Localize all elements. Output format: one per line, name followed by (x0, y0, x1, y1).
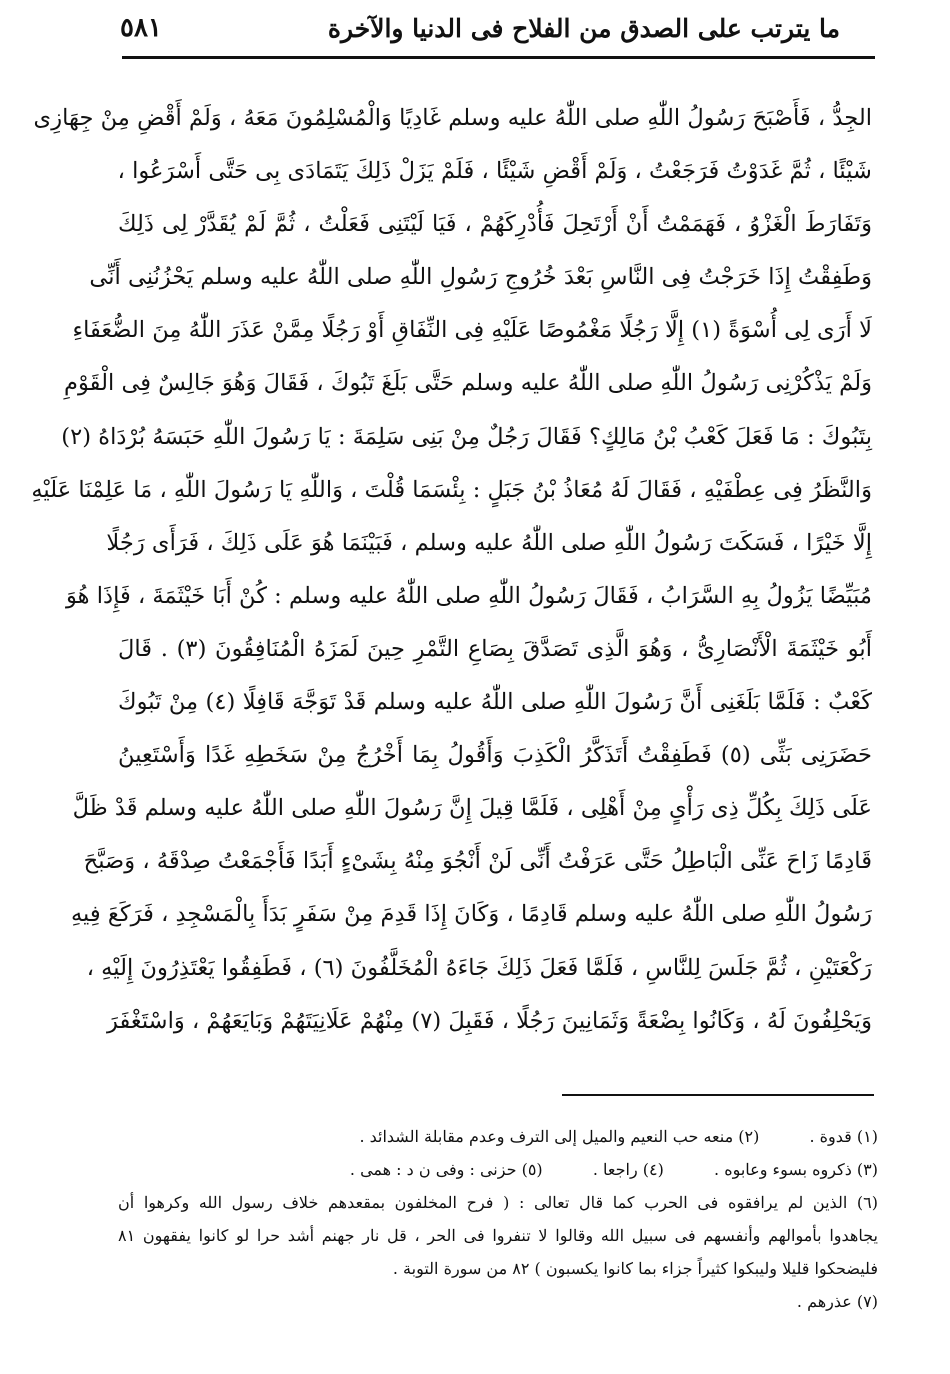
text-line: رَكْعَتَيْنِ ، ثُمَّ جَلَسَ لِلنَّاسِ ، فَلَمَّا فَعَلَ ذَلِكَ جَاءَهُ الْمُخَلَّفُونَ (٦) ، فَطَفِقُوا يَعْتَذِرُونَ إِلَيْهِ ، (86, 954, 872, 981)
footnote-row (118, 1153, 878, 1186)
text-line: عَلَى ذَلِكَ بِكُلِّ ذِى رَأْىٍ مِنْ أَهْلِى ، فَلَمَّا قِيلَ إِنَّ رَسُولَ اللّٰهِ صلى اللّٰهُ عليه وسلم قَدْ ظَلَّ (72, 795, 872, 822)
footnote-6-line: يجاهدوا بأموالهم وأنفسهم فى سبيل الله وقالوا لا تنفروا فى الحر ، قل نار جهنم أشد حرا لو كانوا يفقهون ٨١ (118, 1226, 878, 1245)
text-line: كَعْبٌ : فَلَمَّا بَلَغَنِى أَنَّ رَسُولَ اللّٰهِ صلى اللّٰهُ عليه وسلم قَدْ تَوَجَّهَ قَافِلًا (٤) مِنْ تَبُوكَ (118, 689, 872, 716)
page-header (120, 8, 840, 48)
footnote-4: (٤) راجعا . (592, 1160, 664, 1179)
footnote-1: (١) قدوة . (809, 1127, 878, 1146)
footnote-6-line: فليضحكوا قليلا وليبكوا كثيراً جزاء بما كانوا يكسبون ) ٨٢ من سورة التوبة . (392, 1259, 878, 1278)
footnote-6-line: (٦) الذين لم يرافقوه فى الحرب كما قال تعالى : ( فرح المخلفون بمقعدهم خلاف رسول الله وكرهوا أن (118, 1193, 878, 1212)
header-rule (122, 56, 875, 59)
main-text (31, 92, 873, 1048)
footnote-5: (٥) حزنى : وفى ن د : همى . (349, 1160, 543, 1179)
text-line: وَيَحْلِفُونَ لَهُ ، وَكَانُوا بِضْعَةً وَثَمَانِينَ رَجُلًا ، فَقَبِلَ (٧) مِنْهُمْ عَلَانِيَتَهُمْ وَبَايَعَهُمْ ، وَاسْتَغْفَرَ (107, 1007, 872, 1034)
text-line: لَا أَرَى لِى أُسْوَةً (١) إِلَّا رَجُلًا مَغْمُوصًا عَلَيْهِ فِى النِّفَاقِ أَوْ رَجُلًا مِمَّنْ عَذَرَ اللّٰهُ مِنَ الضُّعَفَاءِ (72, 317, 872, 344)
running-title: ما يترتب على الصدق من الفلاح فى الدنيا والآخرة (327, 13, 840, 43)
text-line: إِلَّا خَيْرًا ، فَسَكَتَ رَسُولُ اللّٰهِ صلى اللّٰهُ عليه وسلم ، فَبَيْنَمَا هُوَ عَلَى ذَلِكَ ، فَرَأَى رَجُلًا (106, 529, 872, 556)
footnotes (118, 1120, 878, 1318)
text-line: حَضَرَنِى بَثِّى (٥) فَطَفِقْتُ أَتَذَكَّرُ الْكَذِبَ وَأَقُولُ بِمَا أَخْرُجُ مِنْ سَخَطِهِ غَدًا وَأَسْتَعِينُ (118, 742, 873, 769)
footnote-2: (٢) منعه حب النعيم والميل إلى الترف وعدم مقابلة الشدائد . (359, 1127, 760, 1146)
text-line: وَتَفَارَطَ الْغَزْوُ ، فَهَمَمْتُ أَنْ أَرْتَحِلَ فَأُدْرِكَهُمْ ، فَيَا لَيْتَنِى فَعَلْتُ ، ثُمَّ لَمْ يُقَدَّرْ لِى ذَلِكَ (118, 211, 872, 238)
footnote-row (118, 1120, 878, 1153)
text-line: رَسُولُ اللّٰهِ صلى اللّٰهُ عليه وسلم قَادِمًا ، وَكَانَ إِذَا قَدِمَ مِنْ سَفَرٍ بَدَأَ بِالْمَسْجِدِ ، فَرَكَعَ فِيهِ (70, 901, 872, 928)
text-line: أَبُو خَيْثَمَةَ الْأَنْصَارِىُّ ، وَهُوَ الَّذِى تَصَدَّقَ بِصَاعِ التَّمْرِ حِينَ لَمَزَهُ الْمُنَافِقُونَ (٣) . قَالَ (118, 635, 872, 662)
text-line: بِتَبُوكَ : مَا فَعَلَ كَعْبُ بْنُ مَالِكٍ؟ فَقَالَ رَجُلٌ مِنْ بَنِى سَلِمَةَ : يَا رَسُولَ اللّٰهِ حَبَسَهُ بُرْدَاهُ (٢) (61, 423, 872, 450)
footnote-separator (562, 1094, 874, 1096)
footnote-3: (٣) ذكروه بسوء وعابوه . (714, 1160, 878, 1179)
page-number: ٥٨١ (120, 13, 162, 43)
footnote-7: (٧) عذرهم . (796, 1292, 878, 1311)
text-line: مُبَيِّضًا يَزُولُ بِهِ السَّرَابُ ، فَقَالَ رَسُولُ اللّٰهِ صلى اللّٰهُ عليه وسلم : كُنْ أَبَا خَيْثَمَةَ ، فَإِذَا هُوَ (65, 582, 872, 609)
text-line: قَادِمًا زَاحَ عَنِّى الْبَاطِلُ حَتَّى عَرَفْتُ أَنِّى لَنْ أَنْجُوَ مِنْهُ بِشَىْءٍ أَبَدًا فَأَجْمَعْتُ صِدْقَهُ ، وَصَبَّحَ (83, 848, 872, 875)
text-line: وَالنَّظَرُ فِى عِطْفَيْهِ ، فَقَالَ لَهُ مُعَاذُ بْنُ جَبَلٍ : بِئْسَمَا قُلْتَ ، وَاللّٰهِ يَا رَسُولَ اللّٰهِ ، مَا عَلِمْنَا عَلَيْهِ (31, 476, 872, 503)
text-line: وَطَفِقْتُ إِذَا خَرَجْتُ فِى النَّاسِ بَعْدَ خُرُوجِ رَسُولِ اللّٰهِ صلى اللّٰهُ عليه وسلم يَحْزُنُنِى أَنِّى (89, 264, 872, 291)
text-line: الجِدُّ ، فَأَصْبَحَ رَسُولُ اللّٰهِ صلى اللّٰهُ عليه وسلم غَادِيًا وَالْمُسْلِمُونَ مَعَهُ ، وَلَمْ أَقْضِ مِنْ جِهَازِى (33, 105, 872, 131)
text-line: وَلَمْ يَذْكُرْنِى رَسُولُ اللّٰهِ صلى اللّٰهُ عليه وسلم حَتَّى بَلَغَ تَبُوكَ ، فَقَالَ وَهُوَ جَالِسٌ فِى الْقَوْمِ (64, 370, 872, 397)
text-line: شَيْئًا ، ثُمَّ غَدَوْتُ فَرَجَعْتُ ، وَلَمْ أَقْضِ شَيْئًا ، فَلَمْ يَزَلْ ذَلِكَ يَتَمَادَى بِى حَتَّى أَسْرَعُوا ، (117, 158, 872, 185)
